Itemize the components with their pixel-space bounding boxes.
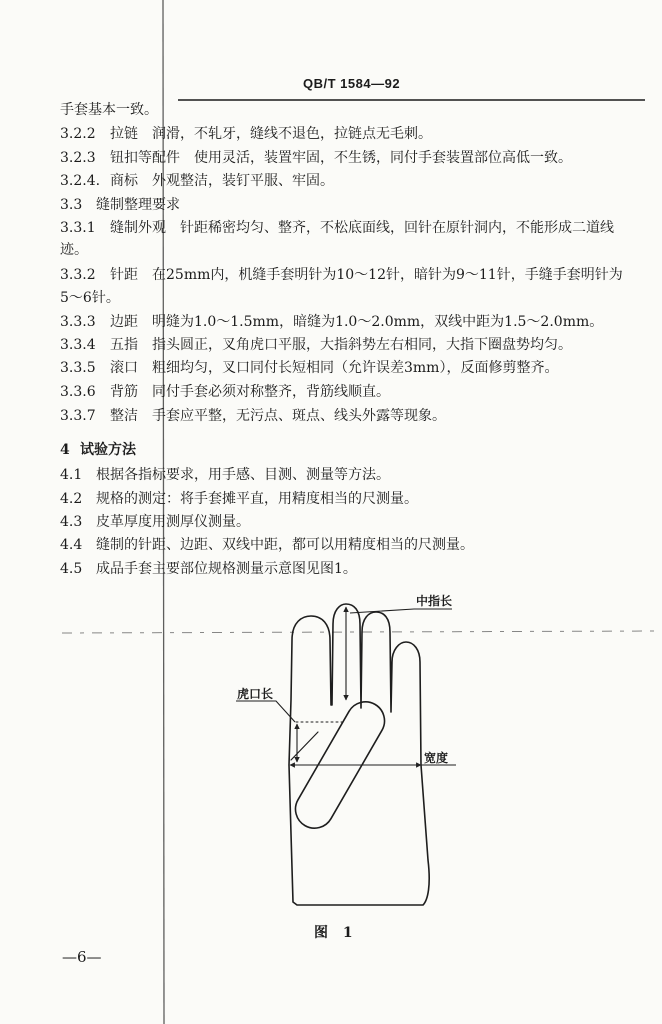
clause-4-1 <box>60 465 390 485</box>
clause-number: 3.3 <box>60 197 83 213</box>
clause-text: 使用灵活，装置牢固，不生锈，同付手套装置部位高低一致。 <box>194 150 572 166</box>
clause-text: 迹。 <box>60 242 88 258</box>
crotch-length-leader <box>236 701 295 722</box>
clause-term: 缝制外观 <box>110 220 166 236</box>
clause-term: 背筋 <box>110 384 138 400</box>
clause-text: 规格的测定：将手套摊平直，用精度相当的尺测量。 <box>96 491 418 507</box>
clause-3-3-6 <box>60 382 390 402</box>
clause-3-3-2-continuation <box>60 288 120 308</box>
clause-number: 4.1 <box>60 467 83 483</box>
standard-code-header: QB/T 1584—92 <box>303 76 401 91</box>
clause-term: 五指 <box>110 337 138 353</box>
scan-dashed-artifact <box>62 631 660 633</box>
clause-number: 3.2.3 <box>60 150 96 166</box>
clause-number: 3.2.2 <box>60 126 96 142</box>
clause-3-3-4 <box>60 335 572 355</box>
clause-number: 4.3 <box>60 514 83 530</box>
clause-number: 4.2 <box>60 491 83 507</box>
clause-number: 3.3.4 <box>60 337 96 353</box>
clause-text: 在25mm内，机缝手套明针为10～12针，暗针为9～11针，手缝手套明针为 <box>152 267 623 283</box>
clause-3-3-1-continuation <box>60 240 88 260</box>
clause-number: 3.3.2 <box>60 267 96 283</box>
clause-4-4 <box>60 535 474 555</box>
clause-term: 拉链 <box>110 126 138 142</box>
clause-3-2-2 <box>60 124 432 144</box>
section-4-heading <box>60 440 136 460</box>
clause-term: 边距 <box>110 314 138 330</box>
clause-number: 3.2.4. <box>60 173 101 189</box>
clause-text: 同付手套必须对称整齐，背筋线顺直。 <box>152 384 390 400</box>
page-number: —6— <box>62 948 102 966</box>
clause-term: 钮扣等配件 <box>110 150 180 166</box>
clause-term: 滚口 <box>110 360 138 376</box>
clause-3-2-3 <box>60 148 572 168</box>
clause-3-2-4 <box>60 171 334 191</box>
clause-number: 3.3.6 <box>60 384 96 400</box>
clause-text: 成品手套主要部位规格测量示意图见图1。 <box>96 561 357 577</box>
glove-diagram <box>289 604 430 905</box>
clause-text: 明缝为1.0～1.5mm，暗缝为1.0～2.0mm，双线中距为1.5～2.0mm。 <box>152 314 604 330</box>
clause-4-3 <box>60 512 250 532</box>
width-label: 宽度 <box>424 751 449 765</box>
middle-finger-length-label: 中指长 <box>416 594 453 608</box>
clause-3-3-7 <box>60 406 446 426</box>
clause-continuation <box>60 100 158 120</box>
clause-text: 缝制的针距、边距、双线中距，都可以用精度相当的尺测量。 <box>96 537 474 553</box>
clause-term: 针距 <box>110 267 138 283</box>
glove-outline <box>289 604 429 905</box>
crotch-length-label: 虎口长 <box>237 687 274 701</box>
clause-text: 指头圆正，叉角虎口平服，大指斜势左右相同，大指下圈盘势均匀。 <box>152 337 572 353</box>
clause-text: 手套基本一致。 <box>60 102 158 118</box>
clause-text: 手套应平整，无污点、斑点、线头外露等现象。 <box>152 408 446 424</box>
section-title: 试验方法 <box>80 442 136 458</box>
clause-3-3-1 <box>60 218 614 238</box>
clause-3-3-3 <box>60 312 603 332</box>
clause-term: 商标 <box>110 173 138 189</box>
clause-3-3-2 <box>60 265 623 285</box>
clause-3-3-heading <box>60 195 180 215</box>
clause-text: 粗细均匀，叉口同付长短相同（允许误差3mm），反面修剪整齐。 <box>152 360 559 376</box>
section-number: 4 <box>60 442 70 458</box>
clause-4-5 <box>60 559 357 579</box>
figure-caption: 图 1 <box>314 925 353 941</box>
clause-number: 3.3.5 <box>60 360 96 376</box>
clause-text: 针距稀密均匀、整齐，不松底面线，回针在原针洞内，不能形成二道线 <box>180 220 614 236</box>
clause-text: 5～6针。 <box>60 290 120 306</box>
clause-number: 3.3.3 <box>60 314 96 330</box>
middle-finger-length-leader <box>350 609 452 613</box>
clause-3-3-5 <box>60 358 558 378</box>
clause-number: 4.5 <box>60 561 83 577</box>
clause-number: 4.4 <box>60 537 83 553</box>
clause-text: 外观整洁，装钉平服、牢固。 <box>152 173 334 189</box>
clause-heading-text: 缝制整理要求 <box>96 197 180 213</box>
clause-text: 皮革厚度用测厚仪测量。 <box>96 514 250 530</box>
clause-number: 3.3.7 <box>60 408 96 424</box>
clause-term: 整洁 <box>110 408 138 424</box>
clause-number: 3.3.1 <box>60 220 96 236</box>
clause-text: 润滑，不轧牙，缝线不退色，拉链点无毛刺。 <box>152 126 432 142</box>
clause-4-2 <box>60 489 418 509</box>
thumb-base-seam <box>291 732 318 760</box>
clause-text: 根据各指标要求，用手感、目测、测量等方法。 <box>96 467 390 483</box>
